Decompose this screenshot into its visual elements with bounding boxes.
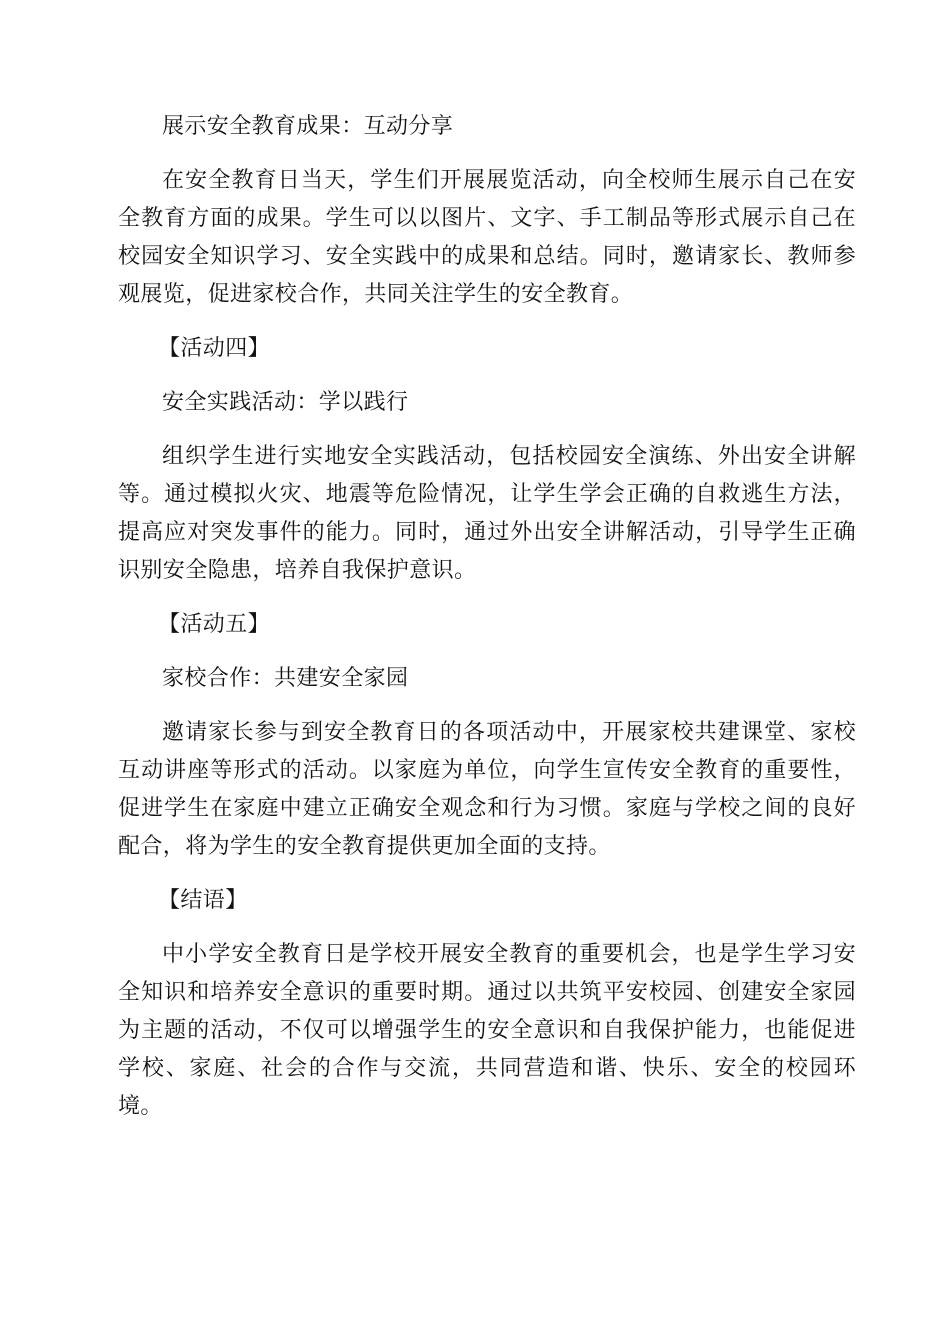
activity-four-label: 【活动四】 <box>158 336 271 361</box>
paragraph-showcase: 在安全教育日当天，学生们开展展览活动，向全校师生展示自己在安全教育方面的成果。学生可以以图片、文字、手工制品等形式展示自己在校园安全知识学习、安全实践中的成果和总结。同时，邀请家长、教师参观展览，促进家校合作，共同关注学生的安全教育。 <box>118 168 856 307</box>
paragraph-conclusion: 中小学安全教育日是学校开展安全教育的重要机会，也是学生学习安全知识和培养安全意识的重要时期。通过以共筑平安校园、创建安全家园为主题的活动，不仅可以增强学生的安全意识和自我保护能力，也能促进学校、家庭、社会的合作与交流，共同营造和谐、快乐、安全的校园环境。 <box>118 942 856 1119</box>
paragraph-home-school: 邀请家长参与到安全教育日的各项活动中，开展家校共建课堂、家校互动讲座等形式的活动。以家庭为单位，向学生宣传安全教育的重要性，促进学生在家庭中建立正确安全观念和行为习惯。家庭与学校之间的良好配合，将为学生的安全教育提供更加全面的支持。 <box>118 720 856 859</box>
activity-five-label: 【活动五】 <box>158 612 271 637</box>
section-heading-practice: 安全实践活动：学以践行 <box>162 390 409 415</box>
paragraph-practice: 组织学生进行实地安全实践活动，包括校园安全演练、外出安全讲解等。通过模拟火灾、地震等危险情况，让学生学会正确的自救逃生方法，提高应对突发事件的能力。同时，通过外出安全讲解活动，引导学生正确识别安全隐患，培养自我保护意识。 <box>118 444 856 583</box>
section-heading-showcase: 展示安全教育成果：互动分享 <box>162 114 454 139</box>
document-body <box>118 108 856 1126</box>
section-heading-home-school: 家校合作：共建安全家园 <box>162 666 409 691</box>
conclusion-label: 【结语】 <box>158 888 248 913</box>
